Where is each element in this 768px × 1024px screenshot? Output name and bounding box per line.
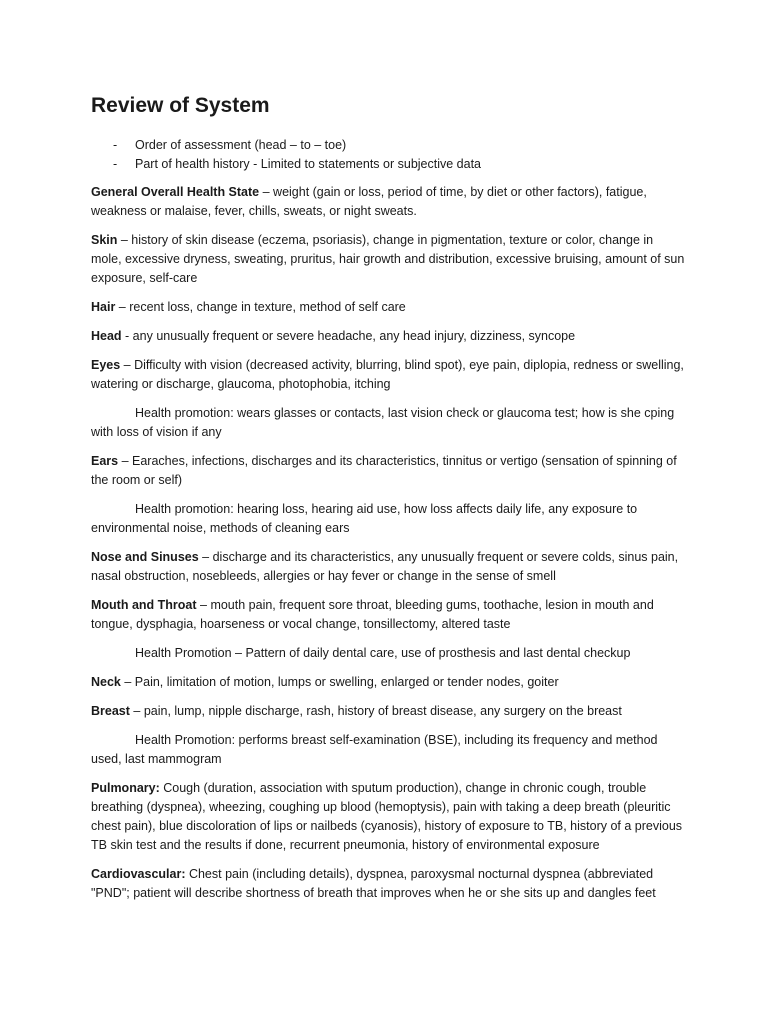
section-heading: Neck bbox=[91, 675, 121, 689]
section-heading: Hair bbox=[91, 300, 116, 314]
health-promotion-mouth bbox=[91, 644, 687, 663]
section-heading: Skin bbox=[91, 233, 118, 247]
section-text: Chest pain (including details), dyspnea, paroxysmal nocturnal dyspnea (abbreviated "PND"; patient will describe shortness of breath that improves when he or she sits up and dangles feet bbox=[91, 867, 656, 900]
section-heading: Head bbox=[91, 329, 122, 343]
section-text: Health Promotion: performs breast self-examination (BSE), including its frequency and method used, last mammogram bbox=[91, 733, 658, 766]
section-heading: Ears bbox=[91, 454, 119, 468]
section-text: – discharge and its characteristics, any unusually frequent or severe colds, sinus pain, nasal obstruction, nosebleeds, allergies or hay fever or change in the sense of smell bbox=[91, 550, 679, 583]
section-heading: General Overall Health State bbox=[91, 185, 260, 199]
section-heading: Breast bbox=[91, 704, 130, 718]
section-text: Health promotion: hearing loss, hearing aid use, how loss affects daily life, any exposure to environmental noise, methods of cleaning ears bbox=[91, 502, 638, 535]
section-text: – Pain, limitation of motion, lumps or swelling, enlarged or tender nodes, goiter bbox=[120, 675, 559, 689]
page-title: Review of System bbox=[91, 94, 270, 117]
dash-icon: - bbox=[113, 157, 118, 171]
bullet-text: Part of health history - Limited to statements or subjective data bbox=[135, 157, 482, 171]
section-text: – history of skin disease (eczema, psoriasis), change in pigmentation, texture or color, change in mole, excessive dryness, sweating, pruritus, hair growth and distribution, excessive bruising, amount of sun exposure, self-care bbox=[91, 233, 685, 285]
section-text: – Difficulty with vision (decreased activity, blurring, blind spot), eye pain, diplopia, redness or swelling, watering or discharge, glaucoma, photophobia, itching bbox=[91, 358, 684, 391]
section-eyes bbox=[91, 356, 687, 394]
section-text: Health Promotion – Pattern of daily dental care, use of prosthesis and last dental checkup bbox=[135, 646, 631, 660]
section-heading: Nose and Sinuses bbox=[91, 550, 199, 564]
section-breast bbox=[91, 702, 687, 721]
section-pulmonary bbox=[91, 779, 687, 855]
section-mouth-throat bbox=[91, 596, 687, 634]
section-text: – mouth pain, frequent sore throat, bleeding gums, toothache, lesion in mouth and tongue, dysphagia, hoarseness or vocal change, tonsillectomy, altered taste bbox=[91, 598, 654, 631]
bullet-item bbox=[91, 155, 687, 174]
bullet-text: Order of assessment (head – to – toe) bbox=[135, 138, 347, 152]
section-text: - any unusually frequent or severe headache, any head injury, dizziness, syncope bbox=[121, 329, 576, 343]
section-text: Health promotion: wears glasses or contacts, last vision check or glaucoma test; how is she cping with loss of vision if any bbox=[91, 406, 675, 439]
bullet-item bbox=[91, 136, 687, 155]
health-promotion-eyes bbox=[91, 404, 687, 442]
health-promotion-ears bbox=[91, 500, 687, 538]
section-text: – Earaches, infections, discharges and its characteristics, tinnitus or vertigo (sensation of spinning of the room or self) bbox=[91, 454, 677, 487]
section-text: – pain, lump, nipple discharge, rash, history of breast disease, any surgery on the breast bbox=[129, 704, 622, 718]
section-ears bbox=[91, 452, 687, 490]
section-text: – weight (gain or loss, period of time, by diet or other factors), fatigue, weakness or malaise, fever, chills, sweats, or night sweats. bbox=[91, 185, 647, 218]
intro-bullet-list bbox=[91, 136, 687, 174]
section-skin bbox=[91, 231, 687, 288]
section-nose-sinuses bbox=[91, 548, 687, 586]
section-heading: Pulmonary: bbox=[91, 781, 160, 795]
section-text: – recent loss, change in texture, method of self care bbox=[115, 300, 406, 314]
section-neck bbox=[91, 673, 687, 692]
section-text: Cough (duration, association with sputum production), change in chronic cough, trouble breathing (dyspnea), wheezing, coughing up blood (hemoptysis), pain with taking a deep breath (pleuritic chest pain), blue discoloration of lips or nailbeds (cyanosis), history of exposure to TB, history of a previous TB skin test and the results if done, recurrent pneumonia, history of environmental exposure bbox=[91, 781, 683, 852]
section-heading: Eyes bbox=[91, 358, 121, 372]
section-cardiovascular bbox=[91, 865, 687, 903]
section-heading: Mouth and Throat bbox=[91, 598, 197, 612]
section-head bbox=[91, 327, 687, 346]
health-promotion-breast bbox=[91, 731, 687, 769]
section-heading: Cardiovascular: bbox=[91, 867, 186, 881]
section-general-health bbox=[91, 183, 687, 221]
dash-icon: - bbox=[113, 138, 118, 152]
section-hair bbox=[91, 298, 687, 317]
document-page bbox=[91, 92, 687, 913]
